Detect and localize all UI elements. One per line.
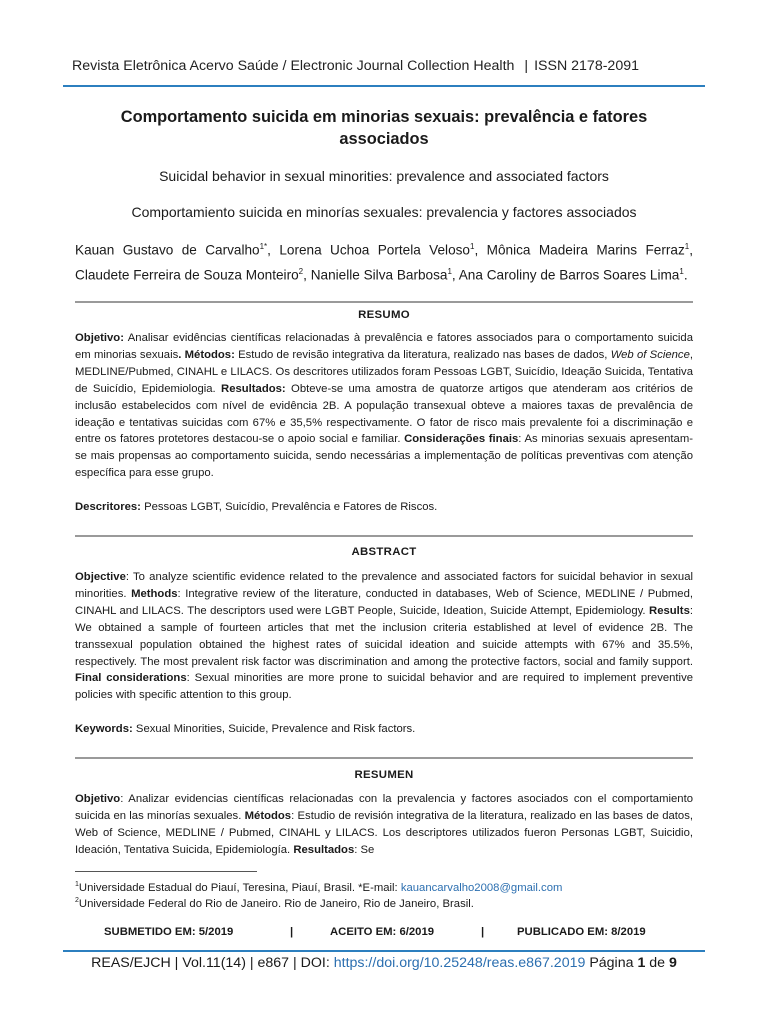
abstract-final-text: : Sexual minorities are more prone to suicidal behavior and are required to implement preventive policies with specific attention to this group. (75, 672, 693, 702)
doi-link[interactable]: https://doi.org/10.25248/reas.e867.2019 (333, 955, 586, 971)
author-name: Nanielle Silva Barbosa (310, 267, 448, 283)
author-list (75, 236, 693, 286)
author-separator: , (474, 242, 487, 258)
title-portuguese: Comportamento suicida em minorias sexuais: prevalência e fatores associados (120, 108, 648, 148)
author-separator: , (451, 267, 459, 283)
citation-info: REAS/EJCH | Vol.11(14) | e867 | DOI: (91, 955, 334, 971)
resumen-body (75, 791, 693, 859)
resumo-metodos-text-2: , MEDLINE/Pubmed, CINAHL e LILACS. Os descritores utilizados foram Pessoas LGBT, Suicídio, Ideação Suicida, Tentativa de Suicídio, Epidemiologia. (75, 348, 694, 395)
footnote-2 (75, 893, 693, 912)
abstract-results-text: : We obtained a sample of fourteen articles that met the inclusion criteria established at level of evidence 2B. The transsexual population obtained the highest rates of suicidal ideation and suicide attempts with 67% and 35.5%, respectively. The most prevalent risk factor was discrimination and among the protective factors, social and family support. (75, 604, 693, 668)
author-affiliation: 1 (684, 242, 690, 251)
resumo-objetivo-label: Objetivo: (75, 332, 124, 344)
section-divider (75, 535, 693, 537)
abstract-final-label: Final considerations (75, 672, 187, 685)
journal-header (72, 58, 702, 74)
footnote-text: Universidade Federal do Rio de Janeiro. Rio de Janeiro, Rio de Janeiro, Brasil. (78, 897, 474, 910)
footnote-mark: 2 (75, 897, 79, 904)
author-affiliation: 1 (447, 267, 452, 277)
submitted-date: SUBMETIDO EM: 5/2019 (104, 926, 234, 938)
resumen-metodos-label: Métodos (244, 809, 292, 822)
abstract-heading: ABSTRACT (351, 546, 417, 558)
abstract-methods-label: Methods (131, 587, 178, 600)
date-separator: | (481, 926, 485, 938)
resumo-resultados-label: Resultados: (221, 382, 286, 395)
page-total: 9 (669, 955, 677, 971)
descritores-text: Pessoas LGBT, Suicídio, Prevalência e Fatores de Riscos. (140, 501, 438, 513)
resumo-metodos-italic: Web of Science (610, 348, 690, 361)
abstract-objective-text: : To analyze scientific evidence related to the prevalence and associated factors for suicidal behavior in sexual minorities. (75, 571, 693, 600)
issn: ISSN 2178-2091 (534, 58, 639, 74)
footnote-text: Universidade Estadual do Piauí, Teresina, Piauí, Brasil. *E-mail: (78, 881, 401, 894)
resumen-heading: RESUMEN (354, 769, 414, 781)
of-word: de (645, 955, 669, 971)
resumo-metodos-label: . Métodos: (178, 348, 235, 361)
resumen-metodos-text: : Estudio de revisión integrativa de la literatura, realizado en las bases de datos, Web of Science, MEDLINE / Pubmed, CINAHL y LILACS. Los descriptores utilizados fueron Personas LGBT, Suicidio, Ideación, Tentativa Suicida, Epidemiología. (75, 809, 693, 856)
footnote-mark: 1 (75, 881, 79, 888)
resumen-resultados-label: Resultados (293, 843, 355, 856)
resumo-resultados-text: Obteve-se uma amostra de quatorze artigos que atenderam aos critérios de inclusão estabelecidos com nível de evidência 2B. A população transexual obteve a maiores taxas de prevalência de ideação e tentativas suicidas com 67% e 35,5% respectivamente. O fator de risco mais prevalente foi a discriminação e entre os fatores protetores destacou-se o apoio social e familiar. (75, 382, 693, 446)
author-name: Lorena Uchoa Portela Veloso (279, 242, 470, 258)
title-english: Suicidal behavior in sexual minorities: prevalence and associated factors (159, 168, 609, 184)
resumo-metodos-text: Estudo de revisão integrativa da literatura, realizado nas bases de dados, (234, 348, 611, 361)
resumen-resultados-text: : Se (354, 843, 375, 856)
author-separator: , (689, 242, 694, 258)
accepted-date: ACEITO EM: 6/2019 (330, 926, 435, 938)
author-affiliation: 1* (259, 242, 268, 251)
author-separator: . (683, 267, 688, 283)
resumo-consideracoes-text: : As minorias sexuais apresentam-se mais propensas ao comportamento suicida, sendo necessárias a implementação de políticas preventivas com atenção específica para esse grupo. (75, 433, 693, 480)
author-email-link[interactable]: kauancarvalho2008@gmail.com (400, 881, 563, 894)
section-divider (75, 301, 693, 303)
resumo-heading: RESUMO (358, 309, 410, 321)
author-affiliation: 1 (679, 267, 684, 277)
author-name: Mônica Madeira Marins Ferraz (486, 242, 685, 258)
footer-rule (63, 950, 705, 952)
keywords-text: Sexual Minorities, Suicide, Prevalence and Risk factors. (132, 723, 416, 735)
resumo-objetivo-text: Analisar evidências científicas relacionadas à prevalência e fatores associados para o comportamento suicida em minorias sexuais (75, 332, 693, 361)
abstract-body (75, 569, 693, 704)
resumen-objetivo-label: Objetivo (75, 793, 121, 805)
author-separator: , (267, 242, 280, 258)
footnote-rule (75, 871, 257, 872)
journal-name: Revista Eletrônica Acervo Saúde / Electronic Journal Collection Health (72, 58, 515, 74)
page-footer (63, 955, 705, 971)
date-separator: | (290, 926, 294, 938)
author-name: Kauan Gustavo de Carvalho (75, 242, 260, 258)
page-word: Página (585, 955, 638, 971)
section-divider (75, 757, 693, 759)
descritores-label: Descritores: (75, 501, 141, 513)
abstract-results-label: Results (649, 604, 690, 617)
header-separator: | (524, 58, 529, 74)
resumen-objetivo-text: : Analizar evidencias científicas relacionadas con la prevalencia y factores asociados con el comportamiento suicida en las minorías sexuales. (75, 793, 693, 822)
resumo-body (75, 330, 693, 482)
resumo-consideracoes-label: Considerações finais (404, 433, 519, 446)
author-affiliation: 2 (298, 267, 304, 277)
abstract-objective-label: Objective (75, 571, 126, 583)
author-name: Claudete Ferreira de Souza Monteiro (75, 267, 299, 283)
abstract-methods-text: : Integrative review of the literature, conducted in databases, Web of Science, MEDLINE / Pubmed, CINAHL and LILACS. The descriptors used were LGBT People, Suicide, Ideation, Suicide Attempt, Epidemiology. (75, 587, 693, 617)
page-number: 1 (637, 955, 646, 971)
keywords-label: Keywords: (75, 723, 133, 735)
abstract-keywords (75, 721, 693, 738)
author-affiliation: 1 (470, 242, 475, 251)
header-rule (63, 85, 705, 87)
author-separator: , (303, 267, 311, 283)
published-date: PUBLICADO EM: 8/2019 (517, 926, 646, 938)
title-spanish: Comportamiento suicida en minorías sexuales: prevalencia y factores associados (131, 204, 637, 220)
resumo-descritores (75, 499, 693, 516)
author-name: Ana Caroliny de Barros Soares Lima (458, 267, 680, 283)
